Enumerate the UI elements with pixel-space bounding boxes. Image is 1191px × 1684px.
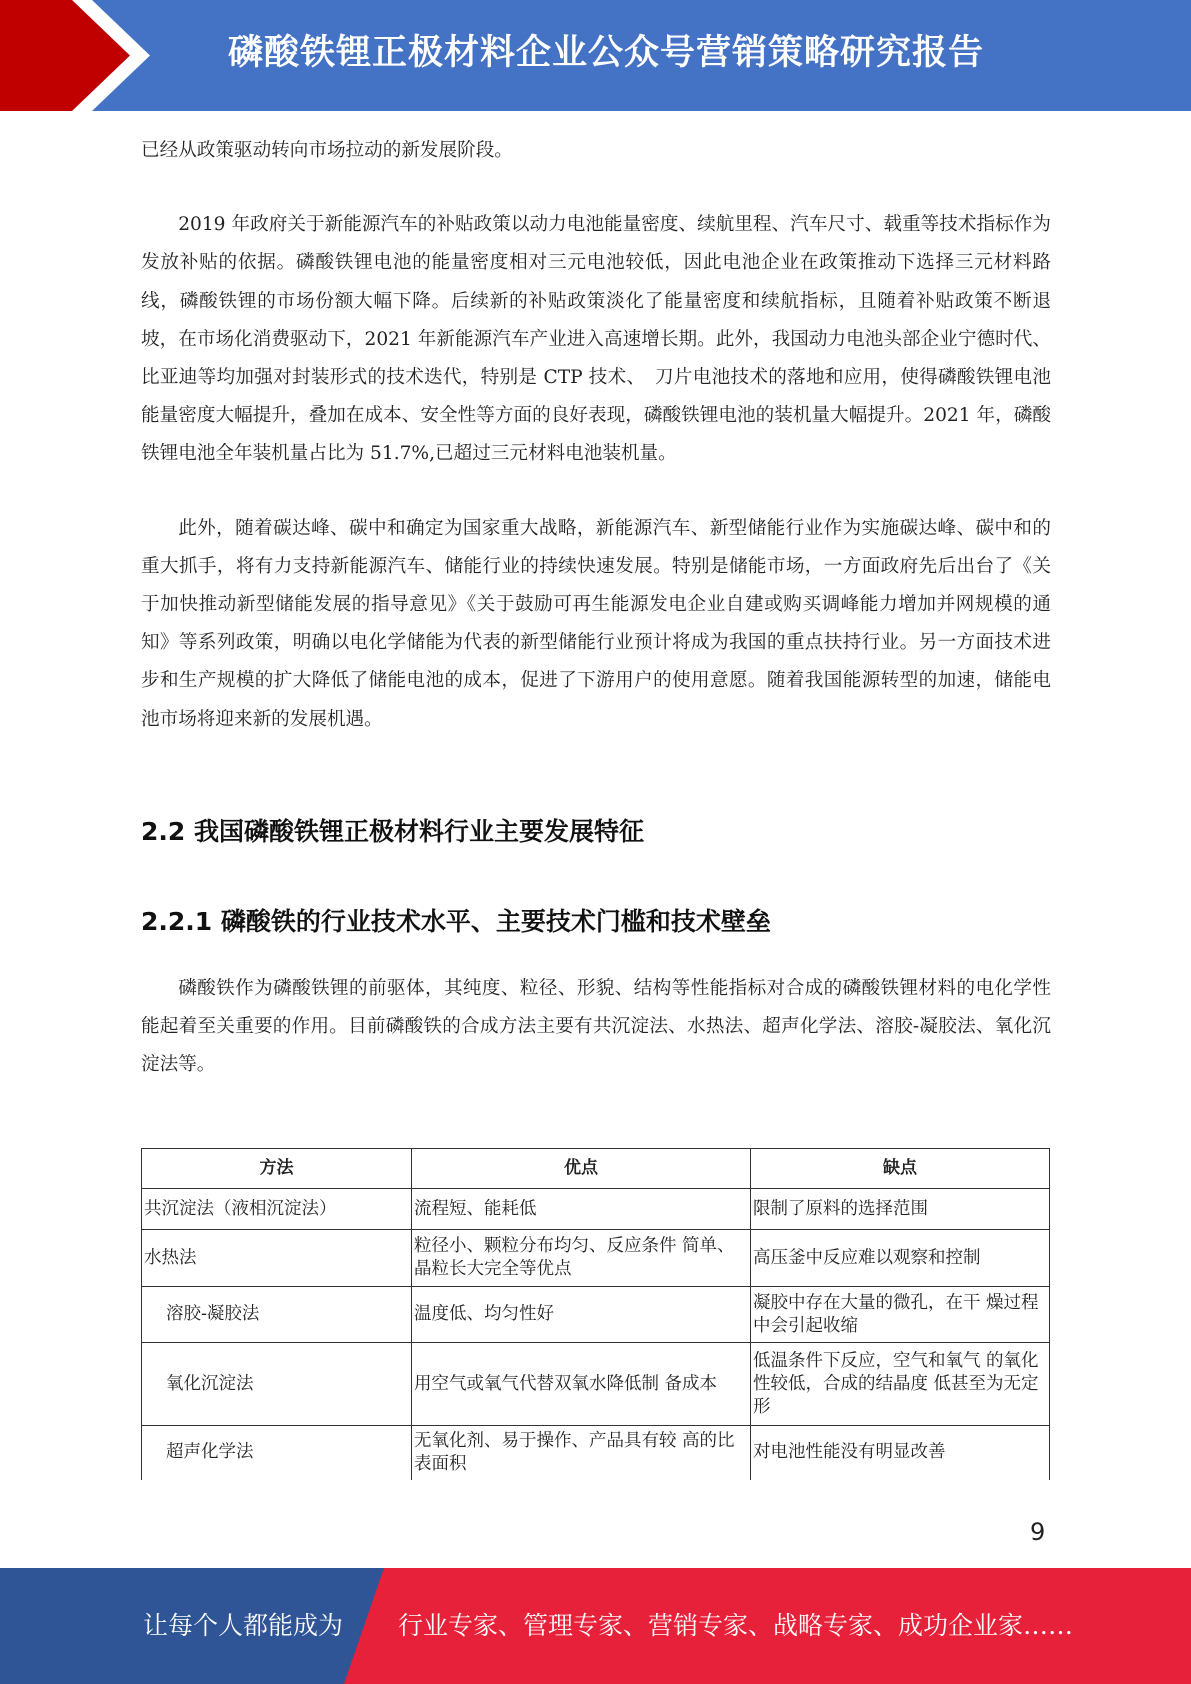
column-header-cons: 缺点 <box>751 1149 1050 1189</box>
page-number: 9 <box>1030 1518 1046 1546</box>
main-content <box>141 132 1051 1084</box>
table-row <box>142 1426 1050 1480</box>
pros-cell: 粒径小、颗粒分布均匀、反应条件 简单、晶粒长大完全等优点 <box>412 1230 751 1287</box>
section-heading-2-2-1: 2.2.1 磷酸铁的行业技术水平、主要技术门槛和技术壁垒 <box>141 906 771 936</box>
table-row <box>142 1343 1050 1426</box>
paragraph-energy-storage: 此外，随着碳达峰、碳中和确定为国家重大战略，新能源汽车、新型储能行业作为实施碳达峰、碳中和的重大抓手，将有力支持新能源汽车、储能行业的持续快速发展。特别是储能市场，一方面政府先后出台了《关于加快推动新型储能发展的指导意见》《关于鼓励可再生能源发电企业自建或购买调峰能力增加并网规模的通知》等系列政策，明确以电化学储能为代表的新型储能行业预计将成为我国的重点扶持行业。另一方面技术进步和生产规模的扩大降低了储能电池的成本，促进了下游用户的使用意愿。随着我国能源转型的加速，储能电池市场将迎来新的发展机遇。 <box>141 517 1051 730</box>
column-header-method: 方法 <box>142 1149 412 1189</box>
cons-cell: 凝胶中存在大量的微孔，在干 燥过程中会引起收缩 <box>751 1287 1050 1343</box>
cons-cell: 对电池性能没有明显改善 <box>751 1426 1050 1480</box>
cons-cell: 高压釜中反应难以观察和控制 <box>751 1230 1050 1287</box>
synthesis-methods-table <box>141 1148 1050 1480</box>
paragraph-intro: 已经从政策驱动转向市场拉动的新发展阶段。 <box>141 140 513 161</box>
method-cell: 超声化学法 <box>142 1426 412 1480</box>
table-header-row <box>142 1149 1050 1189</box>
paragraph-subsidy-policy: 2019 年政府关于新能源汽车的补贴政策以动力电池能量密度、续航里程、汽车尺寸、载重等技术指标作为发放补贴的依据。磷酸铁锂电池的能量密度相对三元电池较低，因此电池企业在政策推动下选择三元材料路线，磷酸铁锂的市场份额大幅下降。后续新的补贴政策淡化了能量密度和续航指标，且随着补贴政策不断退坡，在市场化消费驱动下，2021 年新能源汽车产业进入高速增长期。此外，我国动力电池头部企业宁德时代、比亚迪等均加强对封装形式的技术迭代，特别是 CTP 技术、 刀片电池技术的落地和应用，使得磷酸铁锂电池能量密度大幅提升，叠加在成本、安全性等方面的良好表现，磷酸铁锂电池的装机量大幅提升。2021 年，磷酸铁锂电池全年装机量占比为 51.7%,已超过三元材料电池装机量。 <box>141 214 1051 465</box>
table-row <box>142 1287 1050 1343</box>
header-arrow-decoration <box>0 0 150 111</box>
pros-cell: 无氧化剂、易于操作、产品具有较 高的比表面积 <box>412 1426 751 1480</box>
cons-cell: 限制了原料的选择范围 <box>751 1189 1050 1230</box>
page-header <box>0 0 1191 111</box>
pros-cell: 用空气或氧气代替双氧水降低制 备成本 <box>412 1343 751 1426</box>
column-header-pros: 优点 <box>412 1149 751 1189</box>
report-title: 磷酸铁锂正极材料企业公众号营销策略研究报告 <box>228 33 985 73</box>
pros-cell: 流程短、能耗低 <box>412 1189 751 1230</box>
section-heading-2-2: 2.2 我国磷酸铁锂正极材料行业主要发展特征 <box>141 816 644 846</box>
table-row <box>142 1189 1050 1230</box>
method-cell: 氧化沉淀法 <box>142 1343 412 1426</box>
footer-slogan-left: 让每个人都能成为 <box>143 1611 344 1640</box>
footer-slogan-right: 行业专家、管理专家、营销专家、战略专家、成功企业家…… <box>398 1611 1074 1640</box>
method-cell: 溶胶-凝胶法 <box>142 1287 412 1343</box>
method-cell: 水热法 <box>142 1230 412 1287</box>
paragraph-iron-phosphate: 磷酸铁作为磷酸铁锂的前驱体，其纯度、粒径、形貌、结构等性能指标对合成的磷酸铁锂材料的电化学性能起着至关重要的作用。目前磷酸铁的合成方法主要有共沉淀法、水热法、超声化学法、溶胶-凝胶法、氧化沉淀法等。 <box>141 977 1051 1076</box>
cons-cell: 低温条件下反应，空气和氧气 的氧化性较低，合成的结晶度 低甚至为无定形 <box>751 1343 1050 1426</box>
method-cell: 共沉淀法（液相沉淀法） <box>142 1189 412 1230</box>
pros-cell: 温度低、均匀性好 <box>412 1287 751 1343</box>
table-row <box>142 1230 1050 1287</box>
page-footer <box>0 1568 1191 1684</box>
